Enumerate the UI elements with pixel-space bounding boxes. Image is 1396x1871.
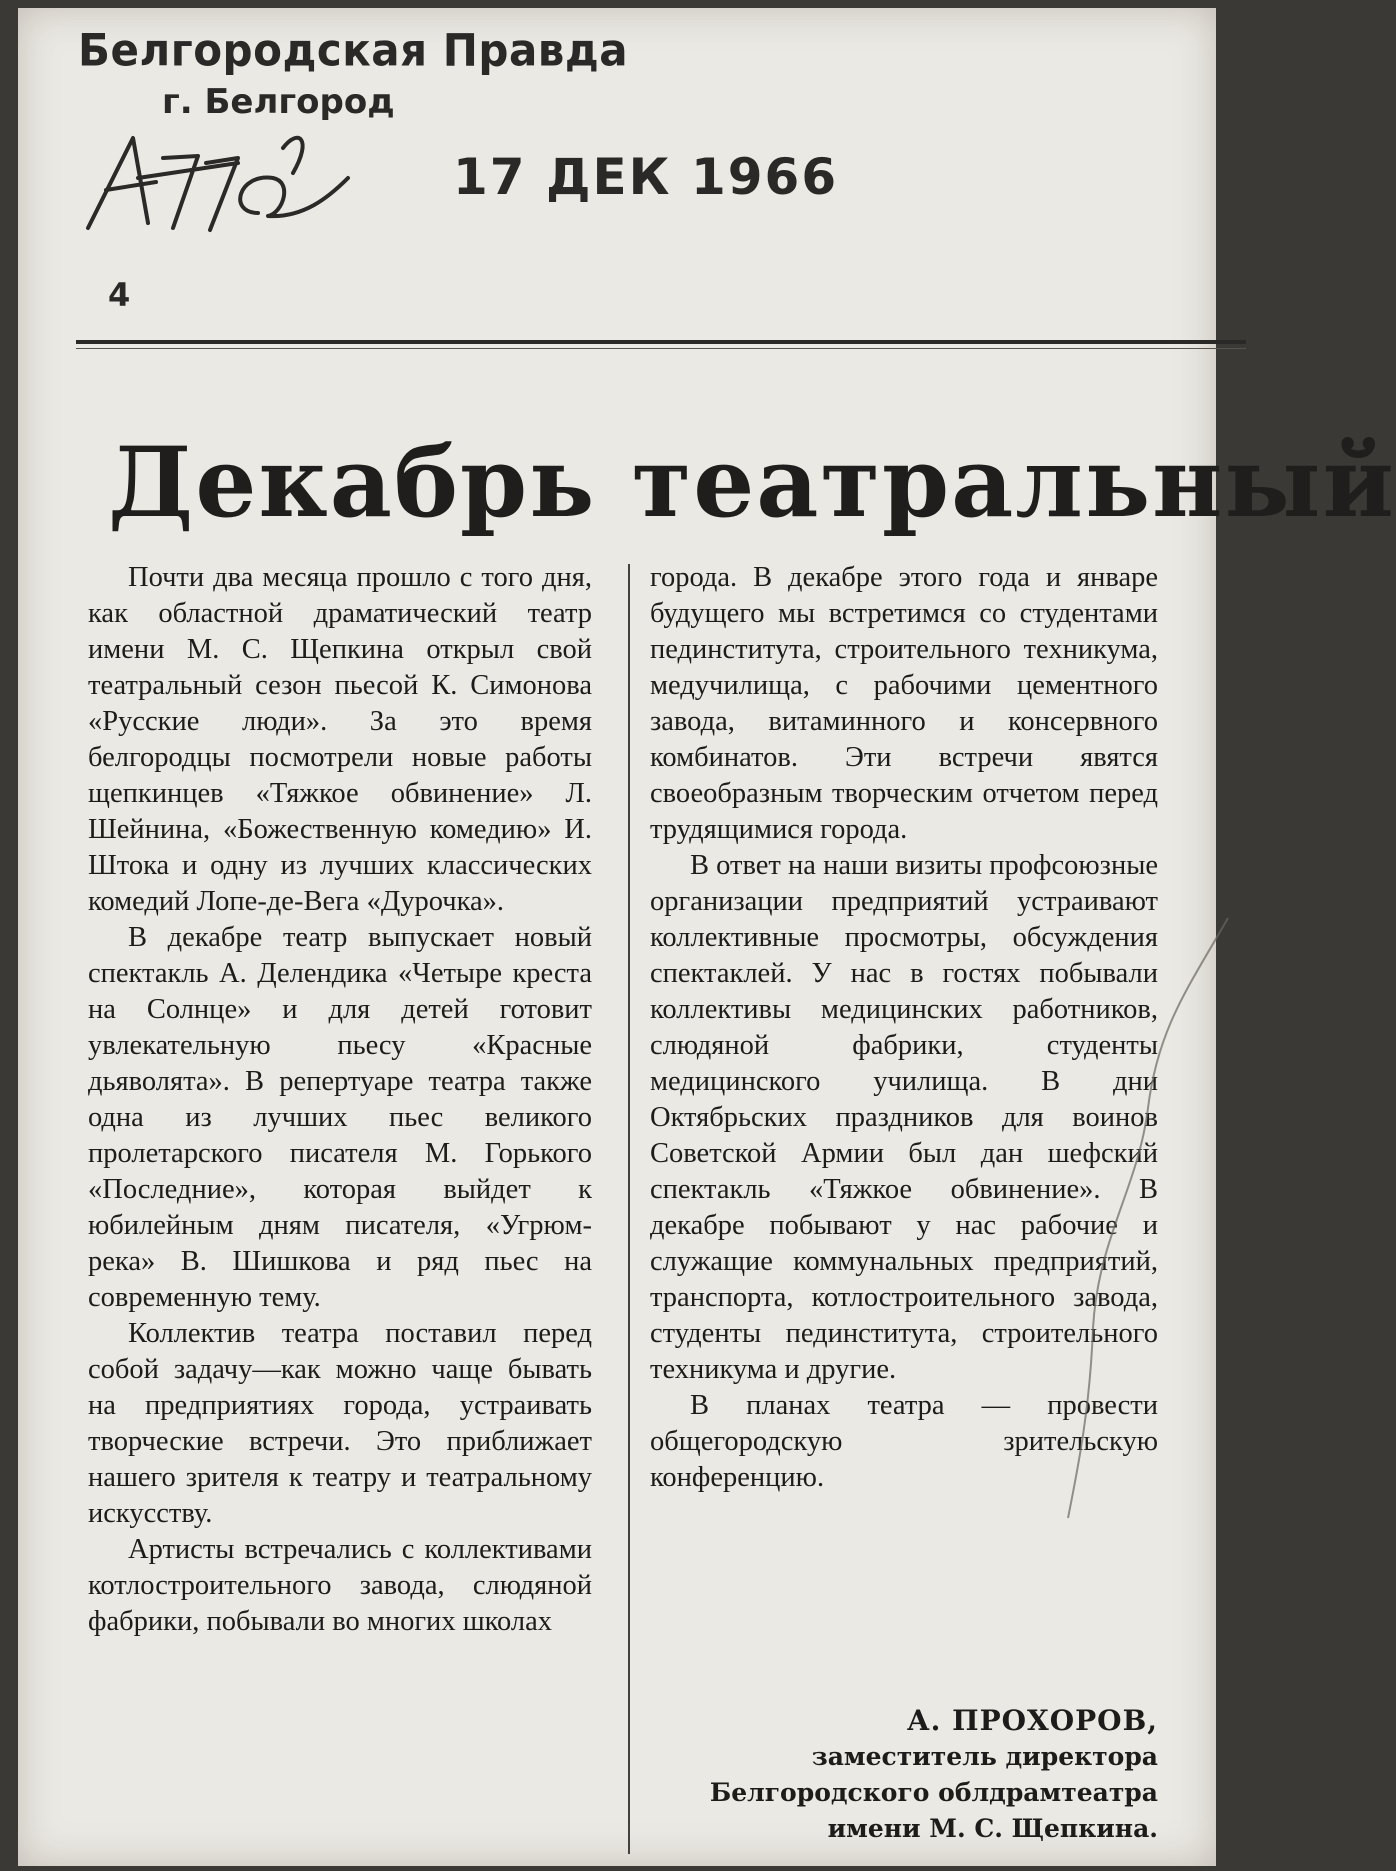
page-number: 4: [108, 276, 131, 314]
newspaper-clipping: [18, 8, 1396, 1866]
paragraph: Почти два месяца прошло с того дня, как областной драматический театр имени М. С. Щепкина открыл свой театральный сезон пьесой К. Симонова «Русские люди». За это время белгородцы посмотрели новые работы щепкинцев «Тяжкое обвинение» Л. Шейнина, «Божественную комедию» И. Штока и одну из лучших классических комедий Лопе-де-Вега «Дурочка».: [88, 562, 592, 917]
stamp-date: 17 ДЕК 1966: [453, 148, 839, 206]
handwritten-mark: [78, 118, 368, 248]
article-title: Декабрь театральный: [108, 426, 1396, 539]
author-name: А. ПРОХОРОВ,: [906, 1704, 1158, 1737]
header-rule-thin: [76, 348, 1246, 349]
article-column-right: [650, 560, 1158, 1496]
author-organization-name: имени М. С. Щепкина.: [827, 1814, 1158, 1843]
stamp-city: г. Белгород: [162, 82, 395, 122]
author-signature: [650, 1703, 1158, 1847]
author-position: заместитель директора: [811, 1742, 1158, 1771]
column-divider: [628, 564, 630, 1854]
header-rule: [76, 340, 1246, 344]
paragraph: Коллектив театра поставил перед собой задачу—как можно чаще бывать на предприятиях города, устраивать творческие встречи. Это приближает нашего зрителя к театру и театральному искусству.: [88, 1318, 592, 1529]
paragraph: В ответ на наши визиты профсоюзные организации предприятий устраивают коллективные просмотры, обсуждения спектаклей. У нас в гостях побывали коллективы медицинских работников, слюдяной фабрики, студенты медицинского училища. В дни Октябрьских праздников для воинов Советской Армии был дан шефский спектакль «Тяжкое обвинение». В декабре побывают у нас рабочие и служащие коммунальных предприятий, транспорта, котлостроительного завода, студенты пединститута, строительного техникума и другие.: [650, 850, 1158, 1385]
paragraph: Артисты встречались с коллективами котлостроительного завода, слюдяной фабрики, побывали во многих школах: [88, 1534, 592, 1637]
paragraph-continuation: города. В декабре этого года и январе будущего мы встретимся со студентами пединститута, строительного техникума, медучилища, с рабочими цементного завода, витаминного и консервного комбинатов. Эти встречи явятся своеобразным творческим отчетом перед трудящимися города.: [650, 562, 1158, 845]
stamp-newspaper-name: Белгородская Правда: [78, 24, 629, 77]
paragraph: В планах театра — провести общегородскую зрительскую конференцию.: [650, 1390, 1158, 1493]
paragraph: В декабре театр выпускает новый спектакль А. Делендика «Четыре креста на Солнце» и для детей готовит увлекательную пьесу «Красные дьяволята». В репертуаре театра также одна из лучших пьес великого пролетарского писателя М. Горького «Последние», которая выйдет к юбилейным дням писателя, «Угрюм-река» В. Шишкова и ряд пьес на современную тему.: [88, 922, 592, 1313]
article-column-left: [88, 560, 592, 1640]
author-organization: Белгородского облдрамтеатра: [709, 1778, 1158, 1807]
